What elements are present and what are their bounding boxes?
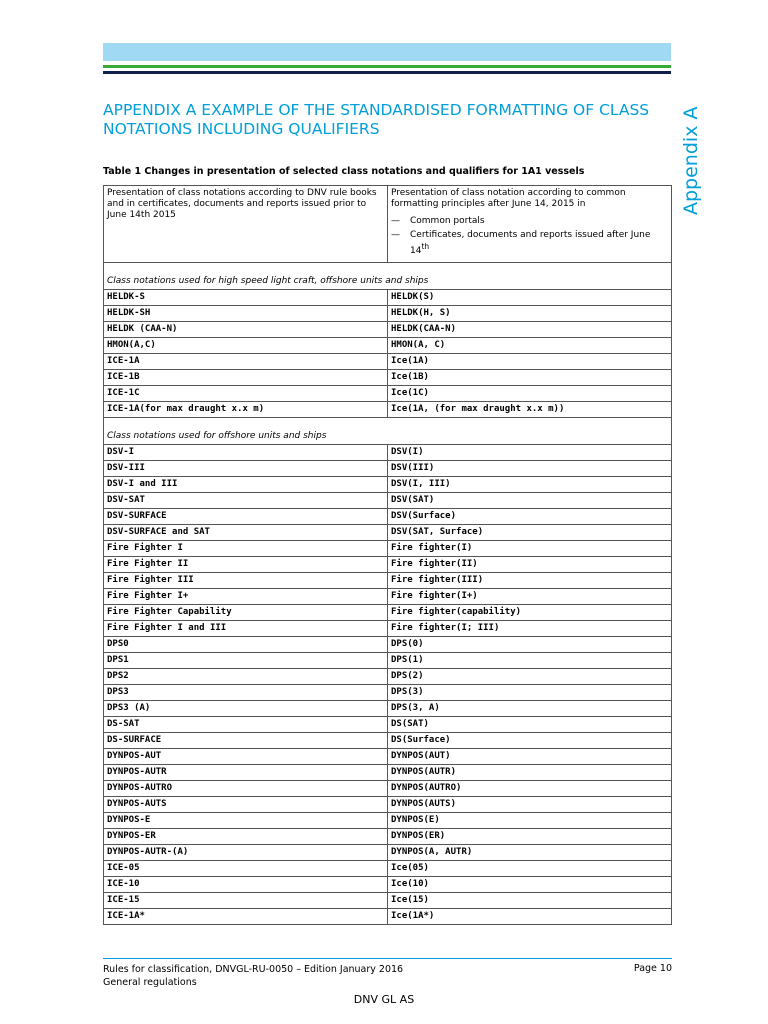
old-notation-cell: Fire Fighter I — [104, 541, 388, 557]
table-row — [104, 541, 672, 557]
old-notation-cell: DYNPOS-AUTRO — [104, 781, 388, 797]
header-band-navy — [103, 71, 671, 74]
new-notation-cell: DYNPOS(A, AUTR) — [388, 845, 672, 861]
old-notation-cell: DPS0 — [104, 637, 388, 653]
new-notation-cell: HELDK(CAA-N) — [388, 322, 672, 338]
new-notation-cell: Ice(1B) — [388, 370, 672, 386]
table-row — [104, 669, 672, 685]
new-notation-cell: HMON(A, C) — [388, 338, 672, 354]
table-row — [104, 573, 672, 589]
section-heading: Class notations used for high speed light craft, offshore units and ships — [104, 263, 672, 290]
table-row — [104, 685, 672, 701]
footer-divider — [103, 958, 672, 959]
table-row — [104, 402, 672, 418]
section-heading-row — [104, 263, 672, 290]
table-row — [104, 605, 672, 621]
old-notation-cell: DPS2 — [104, 669, 388, 685]
old-notation-cell: DSV-I — [104, 445, 388, 461]
header-list-item-sup: th — [421, 242, 430, 251]
section-heading: Class notations used for offshore units and ships — [104, 418, 672, 445]
old-notation-cell: DSV-SAT — [104, 493, 388, 509]
old-notation-cell: ICE-05 — [104, 861, 388, 877]
old-notation-cell: ICE-1A* — [104, 909, 388, 925]
old-notation-cell: HELDK-S — [104, 290, 388, 306]
old-notation-cell: Fire Fighter I+ — [104, 589, 388, 605]
new-notation-cell: HELDK(H, S) — [388, 306, 672, 322]
table-header-row — [104, 186, 672, 263]
old-notation-cell: HMON(A,C) — [104, 338, 388, 354]
table-row — [104, 525, 672, 541]
new-notation-cell: DPS(0) — [388, 637, 672, 653]
header-right-intro: Presentation of class notation according to common formatting principles after June 14, 2015 in — [391, 188, 626, 209]
new-notation-cell: Ice(15) — [388, 893, 672, 909]
new-notation-cell: HELDK(S) — [388, 290, 672, 306]
header-right-list — [391, 216, 668, 257]
new-notation-cell: DYNPOS(AUT) — [388, 749, 672, 765]
new-notation-cell: DSV(SAT) — [388, 493, 672, 509]
new-notation-cell: Ice(05) — [388, 861, 672, 877]
table-row — [104, 370, 672, 386]
new-notation-cell: DSV(I) — [388, 445, 672, 461]
table-row — [104, 797, 672, 813]
table-row — [104, 493, 672, 509]
old-notation-cell: ICE-1C — [104, 386, 388, 402]
table-row — [104, 621, 672, 637]
new-notation-cell: Ice(10) — [388, 877, 672, 893]
header-band-light — [103, 43, 671, 61]
table-row — [104, 717, 672, 733]
old-notation-cell: HELDK (CAA-N) — [104, 322, 388, 338]
new-notation-cell: Ice(1A*) — [388, 909, 672, 925]
old-notation-cell: DS-SAT — [104, 717, 388, 733]
notations-table — [103, 185, 672, 925]
table-row — [104, 733, 672, 749]
old-notation-cell: DYNPOS-ER — [104, 829, 388, 845]
new-notation-cell: DPS(1) — [388, 653, 672, 669]
old-notation-cell: DPS3 — [104, 685, 388, 701]
new-notation-cell: Ice(1C) — [388, 386, 672, 402]
header-list-item-text: Certificates, documents and reports issued after June 14 — [410, 230, 651, 256]
old-notation-cell: DPS3 (A) — [104, 701, 388, 717]
table-row — [104, 701, 672, 717]
old-notation-cell: DYNPOS-AUTR-(A) — [104, 845, 388, 861]
table-row — [104, 322, 672, 338]
footer-document-title: Rules for classification, DNVGL-RU-0050 – Edition January 2016 — [103, 964, 404, 975]
page-number: Page 10 — [633, 963, 672, 974]
old-notation-cell: ICE-10 — [104, 877, 388, 893]
new-notation-cell: DPS(3) — [388, 685, 672, 701]
table-row — [104, 877, 672, 893]
table-row — [104, 909, 672, 925]
new-notation-cell: Fire fighter(II) — [388, 557, 672, 573]
header-right-cell — [388, 186, 672, 263]
new-notation-cell: Fire fighter(capability) — [388, 605, 672, 621]
page-title: APPENDIX A EXAMPLE OF THE STANDARDISED FORMATTING OF CLASS NOTATIONS INCLUDING QUALIFIERS — [103, 101, 650, 138]
header-band-green — [103, 65, 671, 68]
table-row — [104, 290, 672, 306]
footer-document-info — [103, 963, 403, 989]
old-notation-cell: Fire Fighter II — [104, 557, 388, 573]
company-name: DNV GL AS — [353, 993, 415, 1006]
new-notation-cell: DPS(2) — [388, 669, 672, 685]
new-notation-cell: DSV(SAT, Surface) — [388, 525, 672, 541]
old-notation-cell: ICE-15 — [104, 893, 388, 909]
new-notation-cell: DYNPOS(AUTS) — [388, 797, 672, 813]
table-caption: Table 1 Changes in presentation of selected class notations and qualifiers for 1A1 vessels — [103, 166, 585, 177]
old-notation-cell: Fire Fighter III — [104, 573, 388, 589]
old-notation-cell: DSV-III — [104, 461, 388, 477]
table-row — [104, 781, 672, 797]
old-notation-cell: DSV-SURFACE — [104, 509, 388, 525]
section-heading-row — [104, 418, 672, 445]
table-row — [104, 386, 672, 402]
table-row — [104, 813, 672, 829]
table-row — [104, 637, 672, 653]
table-row — [104, 861, 672, 877]
table-row — [104, 509, 672, 525]
table-row — [104, 829, 672, 845]
new-notation-cell: Fire fighter(I) — [388, 541, 672, 557]
old-notation-cell: Fire Fighter I and III — [104, 621, 388, 637]
old-notation-cell: ICE-1B — [104, 370, 388, 386]
new-notation-cell: DPS(3, A) — [388, 701, 672, 717]
table-row — [104, 653, 672, 669]
new-notation-cell: DYNPOS(ER) — [388, 829, 672, 845]
header-left-cell: Presentation of class notations according to DNV rule books and in certificates, documents and reports issued prior to June 14th 2015 — [104, 186, 388, 263]
table-row — [104, 338, 672, 354]
new-notation-cell: DYNPOS(AUTRO) — [388, 781, 672, 797]
old-notation-cell: DSV-SURFACE and SAT — [104, 525, 388, 541]
old-notation-cell: HELDK-SH — [104, 306, 388, 322]
header-list-item — [391, 230, 668, 257]
old-notation-cell: DSV-I and III — [104, 477, 388, 493]
new-notation-cell: DSV(III) — [388, 461, 672, 477]
new-notation-cell: Fire fighter(I; III) — [388, 621, 672, 637]
table-row — [104, 589, 672, 605]
table-row — [104, 306, 672, 322]
new-notation-cell: Ice(1A) — [388, 354, 672, 370]
new-notation-cell: DYNPOS(E) — [388, 813, 672, 829]
table-row — [104, 845, 672, 861]
table-row — [104, 477, 672, 493]
new-notation-cell: Ice(1A, (for max draught x.x m)) — [388, 402, 672, 418]
table-row — [104, 445, 672, 461]
new-notation-cell: DS(Surface) — [388, 733, 672, 749]
new-notation-cell: Fire fighter(I+) — [388, 589, 672, 605]
old-notation-cell: DYNPOS-AUT — [104, 749, 388, 765]
new-notation-cell: Fire fighter(III) — [388, 573, 672, 589]
table-row — [104, 765, 672, 781]
table-row — [104, 557, 672, 573]
new-notation-cell: DS(SAT) — [388, 717, 672, 733]
new-notation-cell: DYNPOS(AUTR) — [388, 765, 672, 781]
table-row — [104, 893, 672, 909]
old-notation-cell: Fire Fighter Capability — [104, 605, 388, 621]
old-notation-cell: ICE-1A — [104, 354, 388, 370]
new-notation-cell: DSV(I, III) — [388, 477, 672, 493]
header-list-item: — Common portals — [391, 216, 668, 227]
table-row — [104, 749, 672, 765]
old-notation-cell: ICE-1A(for max draught x.x m) — [104, 402, 388, 418]
old-notation-cell: DYNPOS-AUTR — [104, 765, 388, 781]
old-notation-cell: DS-SURFACE — [104, 733, 388, 749]
old-notation-cell: DYNPOS-E — [104, 813, 388, 829]
table-row — [104, 354, 672, 370]
footer-document-subtitle: General regulations — [103, 977, 197, 988]
appendix-side-tab: Appendix A — [680, 106, 702, 215]
old-notation-cell: DPS1 — [104, 653, 388, 669]
table-row — [104, 461, 672, 477]
new-notation-cell: DSV(Surface) — [388, 509, 672, 525]
old-notation-cell: DYNPOS-AUTS — [104, 797, 388, 813]
